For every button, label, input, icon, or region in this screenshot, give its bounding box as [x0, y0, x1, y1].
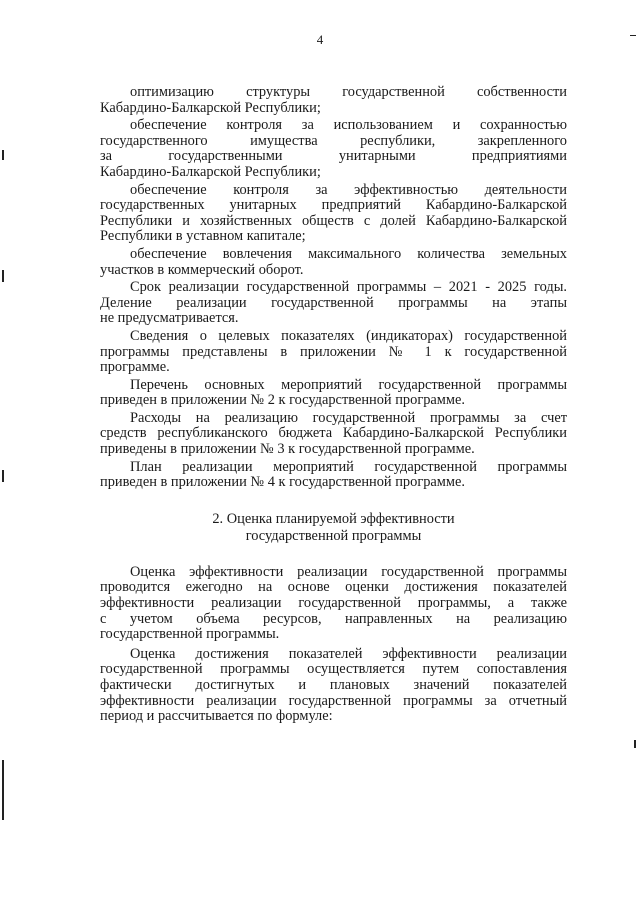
paragraph: [100, 183, 567, 245]
section-title: [100, 511, 567, 545]
paragraph-line: эффективности реализации государственной программы за отчетный: [100, 692, 567, 709]
page-number: 4: [316, 32, 324, 47]
paragraph-line: Кабардино-Балкарской Республики;: [100, 163, 321, 180]
section-title-line-1: 2. Оценка планируемой эффективности: [212, 510, 455, 527]
paragraph-line: Расходы на реализацию государственной программы за счет: [130, 409, 567, 426]
paragraph-line: с учетом объема ресурсов, направленных на реализацию: [100, 610, 567, 627]
paragraph-line: эффективности реализации государственной программы, а также: [100, 595, 567, 612]
paragraph-line: средств республиканского бюджета Кабардино-Балкарской Республики: [100, 425, 567, 442]
paragraph-line: не предусматривается.: [100, 310, 239, 327]
paragraph-line: Оценка эффективности реализации государственной программы: [130, 563, 567, 580]
paragraph-line: Оценка достижения показателей эффективности реализации: [130, 645, 567, 662]
paragraph-line: за государственными унитарными предприятиями: [100, 148, 567, 165]
scan-mark-left-1: [2, 150, 4, 160]
bottom-paragraphs: [100, 565, 567, 725]
paragraph-line: обеспечение контроля за использованием и сохранностью: [130, 117, 567, 134]
paragraph: [100, 118, 567, 180]
paragraph: [100, 378, 567, 409]
paragraph-line: Республики и хозяйственных обществ с долей Кабардино-Балкарской: [100, 212, 567, 229]
paragraph-line: обеспечение контроля за эффективностью деятельности: [130, 181, 567, 198]
paragraph: [100, 280, 567, 327]
scan-mark-left-4: [2, 760, 4, 820]
paragraph-line: Перечень основных мероприятий государственной программы: [130, 376, 567, 393]
paragraph-line: период и рассчитывается по формуле:: [100, 708, 333, 725]
paragraph-line: Сведения о целевых показателях (индикаторах) государственной: [130, 327, 567, 344]
paragraph-line: План реализации мероприятий государственной программы: [130, 458, 567, 475]
paragraph-line: проводится ежегодно на основе оценки достижения показателей: [100, 579, 567, 596]
paragraph: [100, 565, 567, 643]
paragraph-line: Деление реализации государственной программы на этапы: [100, 294, 567, 311]
paragraph-line: Республики в уставном капитале;: [100, 228, 306, 245]
paragraph-line: программы представлены в приложении № 1 к государственной: [100, 343, 567, 360]
scan-mark-right-2: [634, 740, 636, 748]
paragraph-line: приведен в приложении № 4 к государственной программе.: [100, 474, 466, 491]
top-paragraphs: [100, 85, 567, 491]
paragraph: [100, 329, 567, 376]
paragraph: [100, 85, 567, 116]
paragraph-line: государственной программы.: [100, 626, 280, 643]
paragraph: [100, 247, 567, 278]
paragraph-line: государственных унитарных предприятий Кабардино-Балкарской: [100, 197, 567, 214]
scan-mark-right-1: [630, 35, 636, 36]
paragraph: [100, 411, 567, 458]
paragraph-line: государственной программы осуществляется путем сопоставления: [100, 661, 567, 678]
paragraph-line: участков в коммерческий оборот.: [100, 261, 304, 278]
paragraph: [100, 460, 567, 491]
scan-mark-left-3: [2, 470, 4, 482]
document-body: [100, 85, 567, 727]
paragraph-line: программе.: [100, 359, 170, 376]
paragraph-line: фактически достигнутых и плановых значений показателей: [100, 677, 567, 693]
paragraph-line: приведен в приложении № 2 к государственной программе.: [100, 392, 466, 409]
paragraph-line: обеспечение вовлечения максимального количества земельных: [130, 245, 567, 262]
section-title-line-2: государственной программы: [245, 527, 422, 544]
paragraph-line: приведены в приложении № 3 к государственной программе.: [100, 441, 475, 458]
paragraph-line: Срок реализации государственной программы – 2021 - 2025 годы.: [130, 279, 567, 296]
paragraph-line: Кабардино-Балкарской Республики;: [100, 99, 321, 116]
paragraph: [100, 647, 567, 725]
paragraph-line: оптимизацию структуры государственной собственности: [130, 84, 567, 100]
paragraph-line: государственного имущества республики, закрепленного: [100, 132, 567, 149]
scan-mark-left-2: [2, 270, 4, 282]
